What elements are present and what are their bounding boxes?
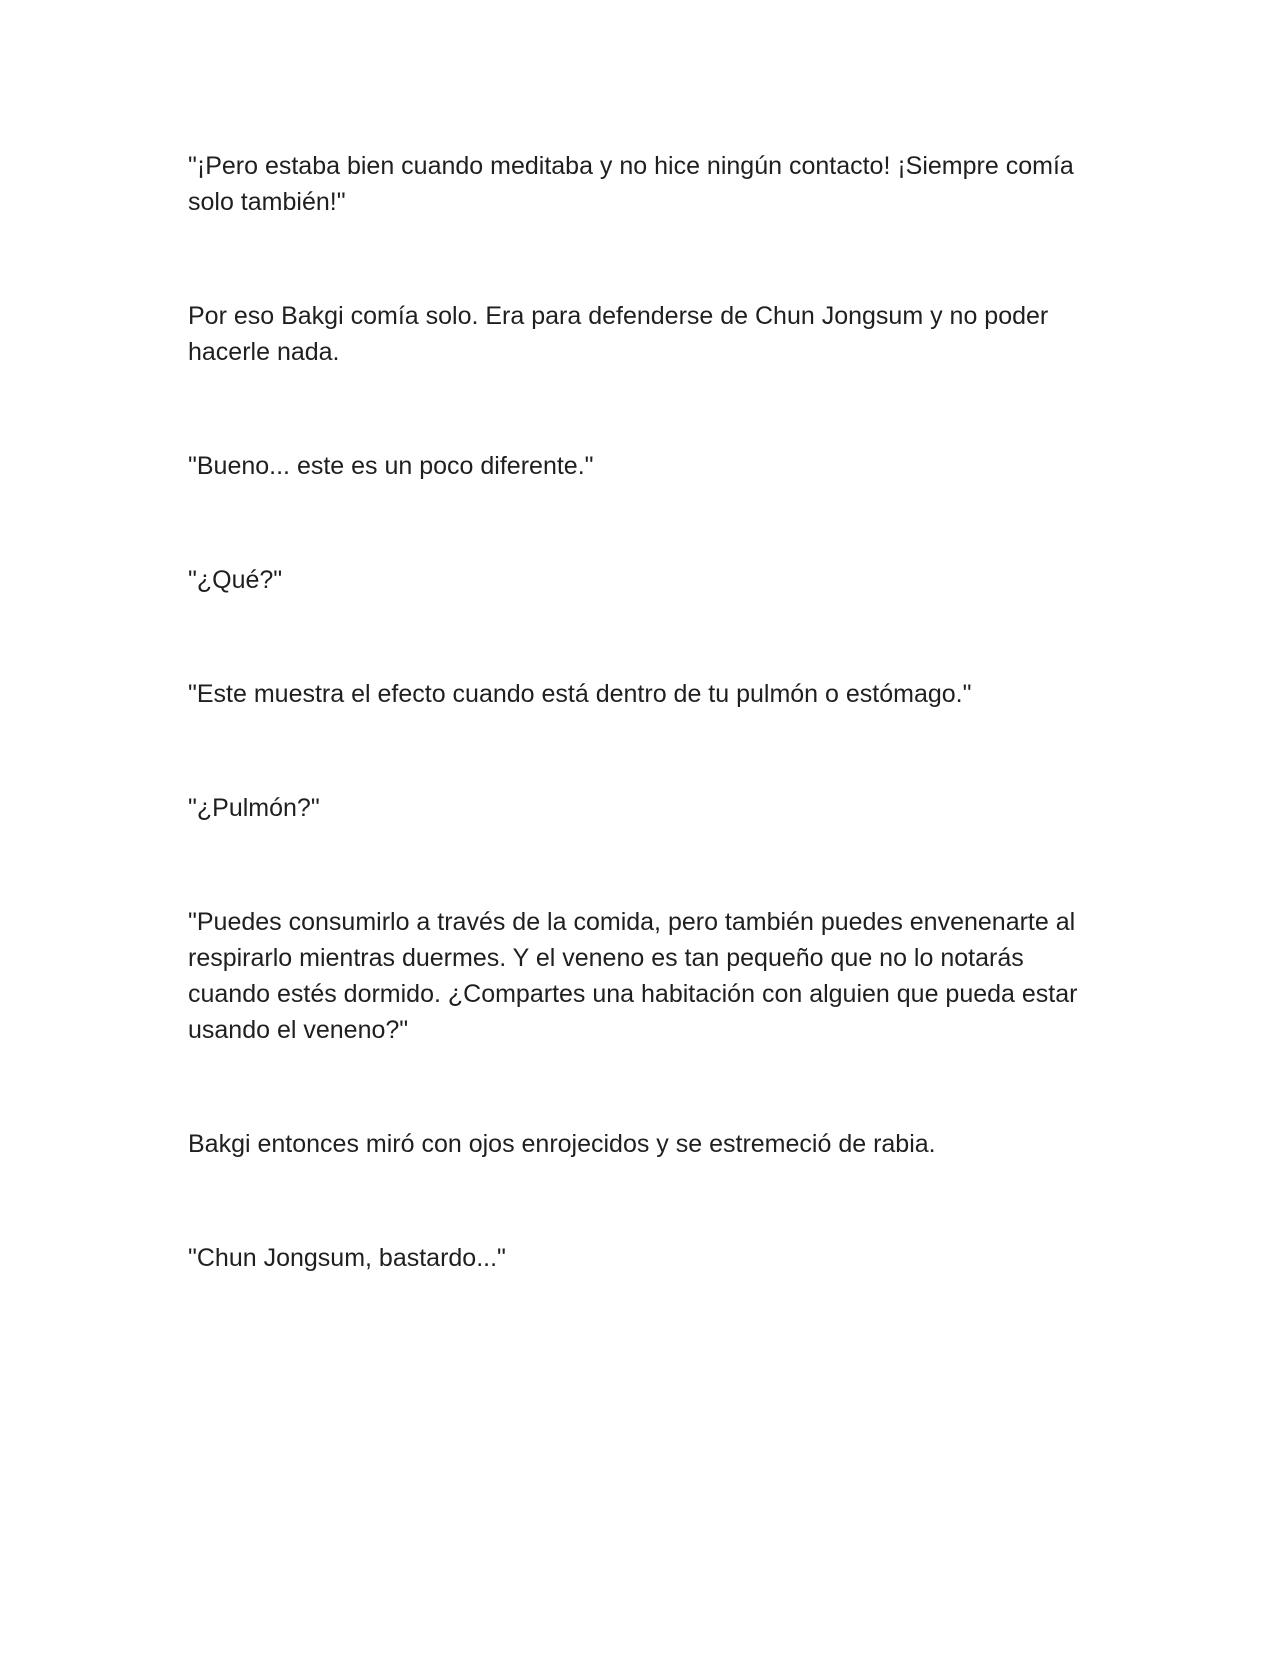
paragraph-9: "Chun Jongsum, bastardo...": [188, 1244, 506, 1272]
paragraph-5: "Este muestra el efecto cuando está dentro de tu pulmón o estómago.": [188, 680, 972, 708]
paragraph-1: "¡Pero estaba bien cuando meditaba y no hice ningún contacto! ¡Siempre comía solo también!": [188, 152, 1074, 216]
paragraph-2: Por eso Bakgi comía solo. Era para defenderse de Chun Jongsum y no poder hacerle nada.: [188, 302, 1049, 366]
paragraph-4: "¿Qué?": [188, 566, 283, 594]
paragraph-8: Bakgi entonces miró con ojos enrojecidos y se estremeció de rabia.: [188, 1130, 936, 1158]
paragraph-6: "¿Pulmón?": [188, 794, 320, 822]
paragraph-3: "Bueno... este es un poco diferente.": [188, 452, 594, 480]
paragraph-7: "Puedes consumirlo a través de la comida, pero también puedes envenenarte al respirarlo mientras duermes. Y el veneno es tan pequeño que no lo notarás cuando estés dormido. ¿Compartes una habitación con alguien que pueda estar usando el veneno?": [188, 908, 1078, 1044]
